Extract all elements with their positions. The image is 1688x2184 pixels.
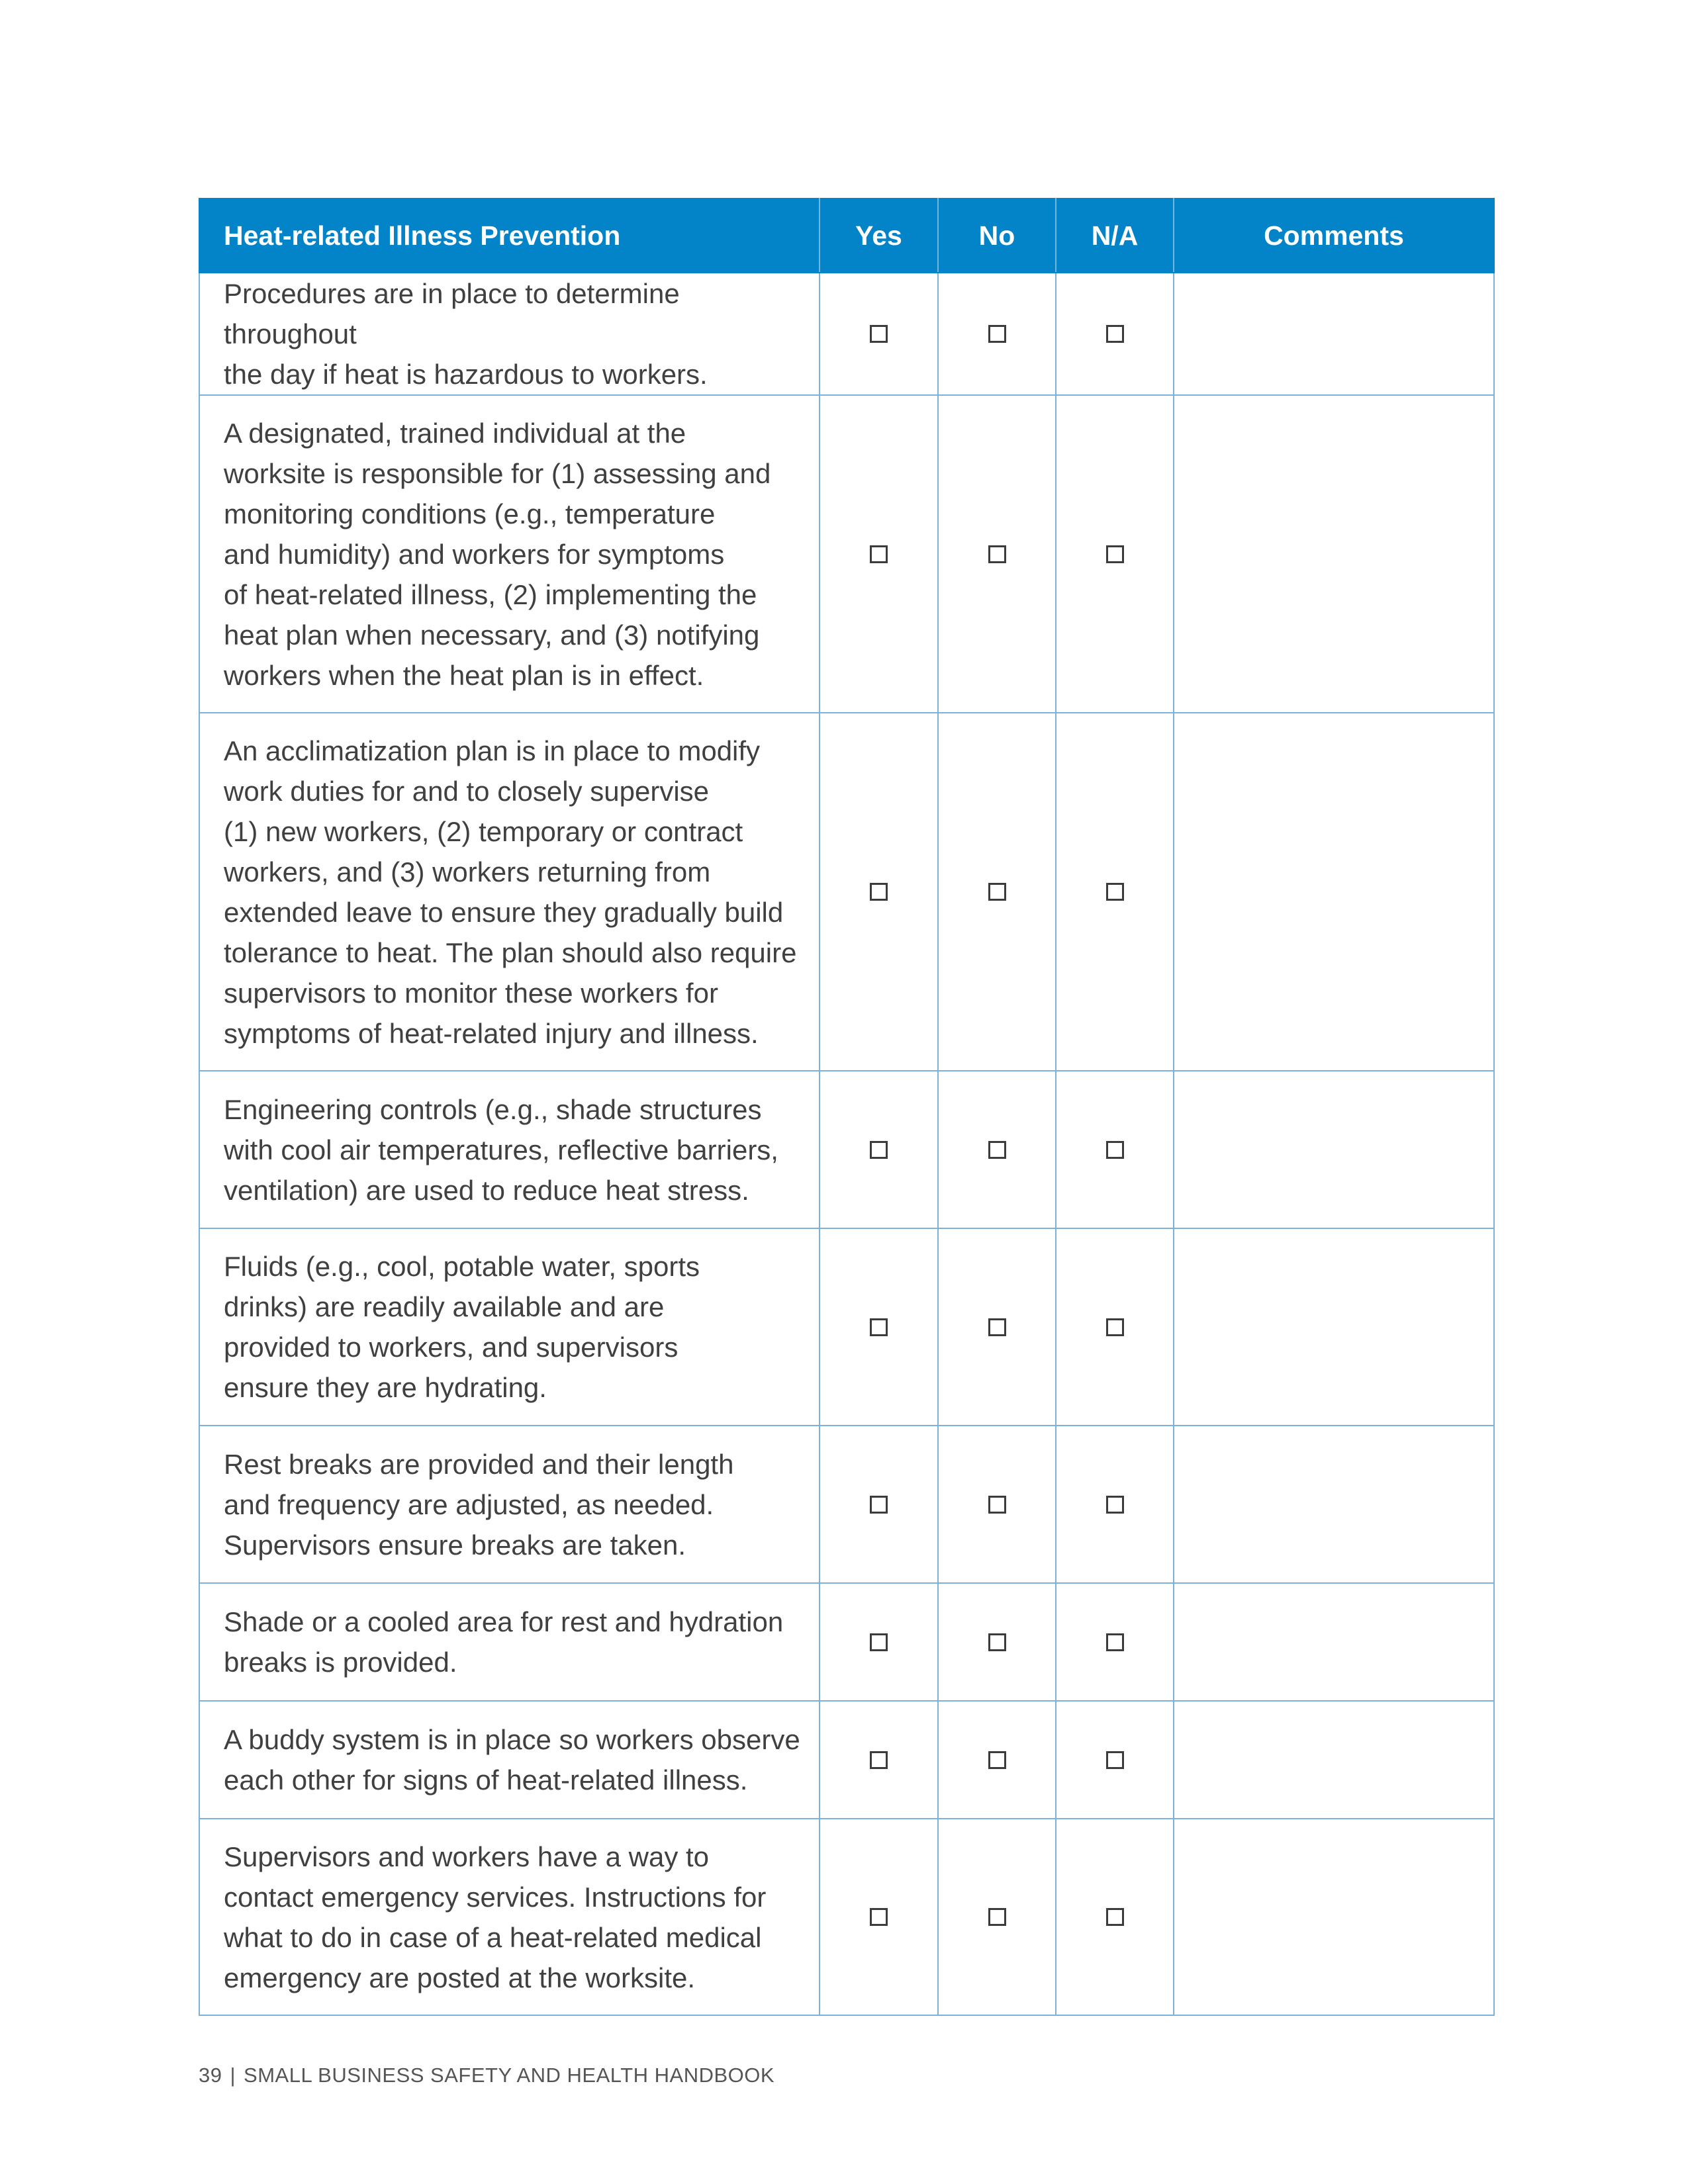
header-comments: Comments <box>1174 199 1494 273</box>
checklist-item-line: Procedures are in place to determine throughout <box>224 278 680 349</box>
comments-cell[interactable] <box>1174 1426 1494 1583</box>
checklist-item-text <box>199 1071 820 1228</box>
checklist-item-line: ensure they are hydrating. <box>224 1372 547 1403</box>
checklist-item-line: work duties for and to closely supervise <box>224 775 710 807</box>
checklist-item-text <box>199 1819 820 2015</box>
cell-no <box>938 1701 1056 1819</box>
checklist-item-line: each other for signs of heat-related illness. <box>224 1764 748 1796</box>
yes-checkbox[interactable] <box>870 325 888 343</box>
comments-cell[interactable] <box>1174 395 1494 713</box>
cell-na <box>1056 1583 1174 1701</box>
cell-no <box>938 1583 1056 1701</box>
checklist-item-line: symptoms of heat-related injury and illness. <box>224 1017 759 1049</box>
checklist-item-line: breaks is provided. <box>224 1647 457 1678</box>
cell-na <box>1056 1071 1174 1228</box>
cell-no <box>938 713 1056 1071</box>
no-checkbox[interactable] <box>988 1751 1006 1769</box>
yes-checkbox[interactable] <box>870 1751 888 1769</box>
checklist-item-line: drinks) are readily available and are <box>224 1291 665 1322</box>
cell-yes <box>820 713 938 1071</box>
yes-checkbox[interactable] <box>870 1141 888 1159</box>
header-yes: Yes <box>820 199 938 273</box>
cell-na <box>1056 273 1174 395</box>
cell-no <box>938 1228 1056 1426</box>
comments-cell[interactable] <box>1174 1583 1494 1701</box>
table-row <box>199 395 1494 713</box>
page-number: 39 <box>199 2064 222 2087</box>
comments-cell[interactable] <box>1174 713 1494 1071</box>
checklist-item-line: (1) new workers, (2) temporary or contract <box>224 815 743 847</box>
checklist-item-line: extended leave to ensure they gradually build <box>224 896 784 928</box>
no-checkbox[interactable] <box>988 1496 1006 1514</box>
cell-yes <box>820 1819 938 2015</box>
checklist-item-line: Fluids (e.g., cool, potable water, sports <box>224 1251 700 1282</box>
checklist-item-line: Supervisors and workers have a way to <box>224 1841 710 1872</box>
comments-cell[interactable] <box>1174 1071 1494 1228</box>
checklist-item-line: An acclimatization plan is in place to modify <box>224 735 761 766</box>
header-item: Heat-related Illness Prevention <box>199 199 820 273</box>
cell-no <box>938 1819 1056 2015</box>
yes-checkbox[interactable] <box>870 1633 888 1651</box>
footer-separator: | <box>230 2064 236 2087</box>
cell-no <box>938 1426 1056 1583</box>
comments-cell[interactable] <box>1174 1228 1494 1426</box>
checklist-item-line: A designated, trained individual at the <box>224 417 686 449</box>
checklist-item-line: heat plan when necessary, and (3) notifying <box>224 619 760 651</box>
na-checkbox[interactable] <box>1106 1318 1124 1336</box>
no-checkbox[interactable] <box>988 1633 1006 1651</box>
checklist-item-text <box>199 273 820 395</box>
checklist-body <box>199 273 1494 2015</box>
comments-cell[interactable] <box>1174 1701 1494 1819</box>
na-checkbox[interactable] <box>1106 1633 1124 1651</box>
cell-no <box>938 395 1056 713</box>
no-checkbox[interactable] <box>988 545 1006 563</box>
checklist-item-line: supervisors to monitor these workers for <box>224 977 718 1009</box>
cell-yes <box>820 1583 938 1701</box>
checklist-item-text <box>199 1583 820 1701</box>
no-checkbox[interactable] <box>988 1908 1006 1926</box>
cell-na <box>1056 1701 1174 1819</box>
table-row <box>199 713 1494 1071</box>
yes-checkbox[interactable] <box>870 1496 888 1514</box>
table-row <box>199 1426 1494 1583</box>
checklist-item-line: of heat-related illness, (2) implementing the <box>224 578 757 610</box>
comments-cell[interactable] <box>1174 1819 1494 2015</box>
cell-na <box>1056 1426 1174 1583</box>
checklist-item-line: Engineering controls (e.g., shade structures <box>224 1093 762 1125</box>
checklist-item-line: what to do in case of a heat-related medical <box>224 1921 762 1953</box>
table-row <box>199 1228 1494 1426</box>
cell-yes <box>820 1071 938 1228</box>
cell-na <box>1056 395 1174 713</box>
checklist-item-line: Rest breaks are provided and their length <box>224 1448 734 1480</box>
yes-checkbox[interactable] <box>870 883 888 901</box>
header-na: N/A <box>1056 199 1174 273</box>
table-row <box>199 1701 1494 1819</box>
checklist-item-text <box>199 395 820 713</box>
checklist-item-line: and frequency are adjusted, as needed. <box>224 1488 714 1520</box>
cell-na <box>1056 1819 1174 2015</box>
cell-yes <box>820 1701 938 1819</box>
checklist-item-line: monitoring conditions (e.g., temperature <box>224 498 716 529</box>
na-checkbox[interactable] <box>1106 1751 1124 1769</box>
checklist-item-line: the day if heat is hazardous to workers. <box>224 359 708 390</box>
table-row <box>199 1819 1494 2015</box>
checklist-item-text <box>199 1426 820 1583</box>
table-row <box>199 1071 1494 1228</box>
checklist-item-line: workers, and (3) workers returning from <box>224 856 711 887</box>
no-checkbox[interactable] <box>988 883 1006 901</box>
na-checkbox[interactable] <box>1106 883 1124 901</box>
cell-na <box>1056 713 1174 1071</box>
checklist-item-text <box>199 713 820 1071</box>
header-no: No <box>938 199 1056 273</box>
checklist-item-line: ventilation) are used to reduce heat stress. <box>224 1174 749 1206</box>
table-row <box>199 273 1494 395</box>
na-checkbox[interactable] <box>1106 1908 1124 1926</box>
checklist-item-line: emergency are posted at the worksite. <box>224 1962 696 1993</box>
yes-checkbox[interactable] <box>870 1318 888 1336</box>
handbook-title: SMALL BUSINESS SAFETY AND HEALTH HANDBOOK <box>244 2064 775 2087</box>
checklist-item-text <box>199 1701 820 1819</box>
cell-no <box>938 1071 1056 1228</box>
no-checkbox[interactable] <box>988 325 1006 343</box>
checklist-item-line: and humidity) and workers for symptoms <box>224 538 725 570</box>
checklist-item-text <box>199 1228 820 1426</box>
checklist-item-line: Shade or a cooled area for rest and hydration <box>224 1606 784 1637</box>
cell-na <box>1056 1228 1174 1426</box>
na-checkbox[interactable] <box>1106 325 1124 343</box>
cell-yes <box>820 273 938 395</box>
cell-yes <box>820 1228 938 1426</box>
cell-yes <box>820 395 938 713</box>
na-checkbox[interactable] <box>1106 1496 1124 1514</box>
checklist-item-line: A buddy system is in place so workers observe <box>224 1724 800 1755</box>
no-checkbox[interactable] <box>988 1318 1006 1336</box>
table-header-row <box>199 199 1494 273</box>
checklist-item-line: Supervisors ensure breaks are taken. <box>224 1529 686 1561</box>
checklist-item-line: contact emergency services. Instructions for <box>224 1881 767 1913</box>
na-checkbox[interactable] <box>1106 1141 1124 1159</box>
na-checkbox[interactable] <box>1106 545 1124 563</box>
cell-yes <box>820 1426 938 1583</box>
cell-no <box>938 273 1056 395</box>
checklist-item-line: provided to workers, and supervisors <box>224 1332 679 1363</box>
page-footer <box>199 2064 774 2087</box>
checklist-item-line: workers when the heat plan is in effect. <box>224 659 704 691</box>
heat-illness-checklist-table <box>199 198 1495 2016</box>
checklist-item-line: tolerance to heat. The plan should also require <box>224 936 797 968</box>
table-row <box>199 1583 1494 1701</box>
checklist-item-line: with cool air temperatures, reflective barriers, <box>224 1134 778 1165</box>
yes-checkbox[interactable] <box>870 545 888 563</box>
checklist-item-line: worksite is responsible for (1) assessing and <box>224 457 771 489</box>
yes-checkbox[interactable] <box>870 1908 888 1926</box>
comments-cell[interactable] <box>1174 273 1494 395</box>
no-checkbox[interactable] <box>988 1141 1006 1159</box>
